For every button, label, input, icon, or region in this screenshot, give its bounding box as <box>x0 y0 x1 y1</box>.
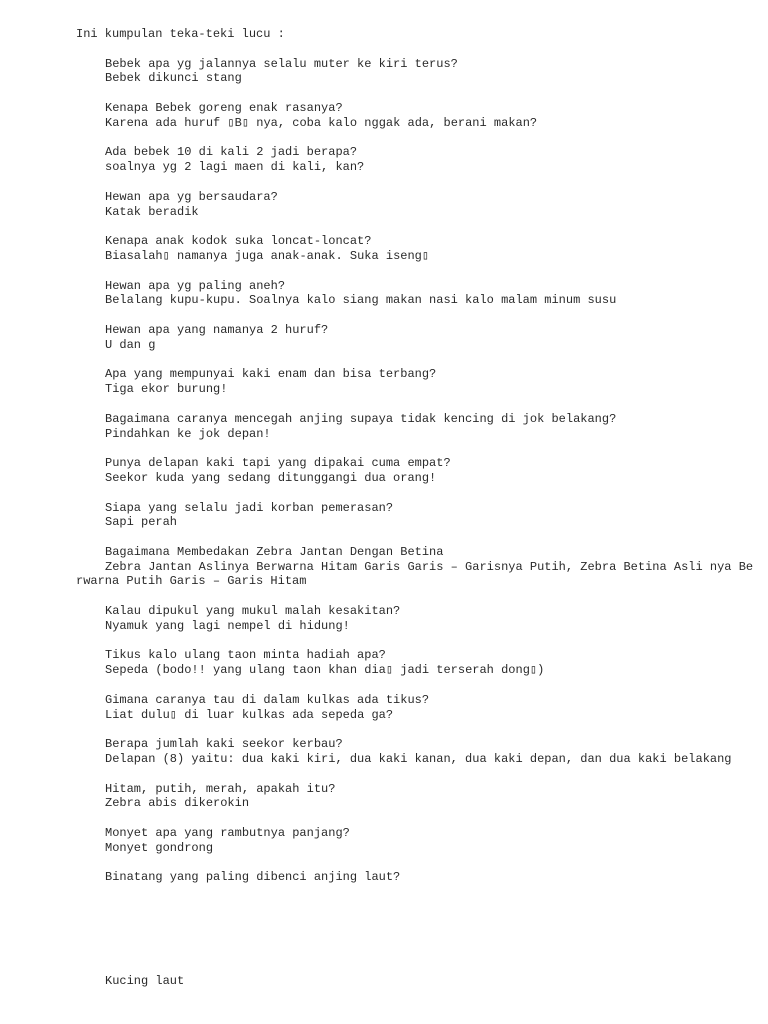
riddle-question: Bagaimana Membedakan Zebra Jantan Dengan Betina <box>105 544 444 559</box>
riddle-answer: Monyet gondrong <box>105 840 214 855</box>
riddle-item <box>76 367 756 397</box>
riddle-item <box>76 648 756 678</box>
riddle-answer: Sapi perah <box>105 515 178 530</box>
riddle-question: Kenapa anak kodok suka loncat-loncat? <box>105 234 372 249</box>
riddle-answer: Karena ada huruf ▯B▯ nya, coba kalo nggak ada, berani makan? <box>105 115 538 130</box>
riddle-question: Hitam, putih, merah, apakah itu? <box>105 781 336 796</box>
riddle-item <box>76 145 756 175</box>
riddle-item <box>76 412 756 442</box>
riddle-answer: Katak beradik <box>105 204 199 219</box>
riddle-answer: Pindahkan ke jok depan! <box>105 426 271 441</box>
riddle-item <box>76 101 756 131</box>
riddle-item <box>76 870 756 988</box>
riddle-question: Kenapa Bebek goreng enak rasanya? <box>105 100 343 115</box>
riddle-question: Bagaimana caranya mencegah anjing supaya tidak kencing di jok belakang? <box>105 411 617 426</box>
riddle-answer: Tiga ekor burung! <box>105 382 228 397</box>
document-page <box>76 27 756 1004</box>
riddle-answer: Liat dulu▯ di luar kulkas ada sepeda ga? <box>105 707 394 722</box>
riddle-question: Gimana caranya tau di dalam kulkas ada tikus? <box>105 692 430 707</box>
document-intro: Ini kumpulan teka-teki lucu : <box>76 27 285 41</box>
riddle-item <box>76 323 756 353</box>
riddle-answer: Seekor kuda yang sedang ditunggangi dua orang! <box>105 470 437 485</box>
riddle-question: Hewan apa yg bersaudara? <box>105 189 278 204</box>
riddle-question: Hewan apa yg paling aneh? <box>105 278 286 293</box>
riddle-answer: Kucing laut <box>105 974 185 989</box>
riddle-answer: soalnya yg 2 lagi maen di kali, kan? <box>105 160 365 175</box>
riddle-question: Punya delapan kaki tapi yang dipakai cuma empat? <box>105 456 451 471</box>
riddle-item <box>76 190 756 220</box>
riddle-item <box>76 737 756 767</box>
riddle-item <box>76 826 756 856</box>
riddle-answer: Nyamuk yang lagi nempel di hidung! <box>105 618 350 633</box>
riddle-item <box>76 693 756 723</box>
riddle-answer: Delapan (8) yaitu: dua kaki kiri, dua kaki kanan, dua kaki depan, dan dua kaki belakang <box>105 752 732 767</box>
riddle-item <box>76 279 756 309</box>
riddle-answer: U dan g <box>105 337 156 352</box>
riddle-answer: Sepeda (bodo!! yang ulang taon khan dia▯ jadi terserah dong▯) <box>105 663 545 678</box>
riddle-item <box>76 545 756 589</box>
riddle-item <box>76 57 756 87</box>
riddle-answer: Belalang kupu-kupu. Soalnya kalo siang makan nasi kalo malam minum susu <box>105 293 617 308</box>
riddle-question: Ada bebek 10 di kali 2 jadi berapa? <box>105 145 358 160</box>
riddle-question: Bebek apa yg jalannya selalu muter ke kiri terus? <box>105 56 458 71</box>
riddle-question: Apa yang mempunyai kaki enam dan bisa terbang? <box>105 367 437 382</box>
riddle-item <box>76 782 756 812</box>
riddle-question: Monyet apa yang rambutnya panjang? <box>105 826 350 841</box>
riddle-question: Kalau dipukul yang mukul malah kesakitan? <box>105 604 401 619</box>
riddle-item <box>76 501 756 531</box>
riddle-answer: Biasalah▯ namanya juga anak-anak. Suka iseng▯ <box>105 248 430 263</box>
riddle-question: Siapa yang selalu jadi korban pemerasan? <box>105 500 394 515</box>
riddle-question: Berapa jumlah kaki seekor kerbau? <box>105 737 343 752</box>
riddle-item <box>76 456 756 486</box>
riddle-answer: Zebra abis dikerokin <box>105 796 250 811</box>
riddle-answer: Zebra Jantan Aslinya Berwarna Hitam Garis Garis – Garisnya Putih, Zebra Betina Asli nya Berwarna Putih Garis – Garis Hitam <box>76 559 754 589</box>
riddle-item <box>76 234 756 264</box>
riddle-answer: Bebek dikunci stang <box>105 71 242 86</box>
riddle-item <box>76 604 756 634</box>
riddle-question: Hewan apa yang namanya 2 huruf? <box>105 322 329 337</box>
riddle-question: Binatang yang paling dibenci anjing laut? <box>105 870 401 885</box>
riddle-question: Tikus kalo ulang taon minta hadiah apa? <box>105 648 386 663</box>
